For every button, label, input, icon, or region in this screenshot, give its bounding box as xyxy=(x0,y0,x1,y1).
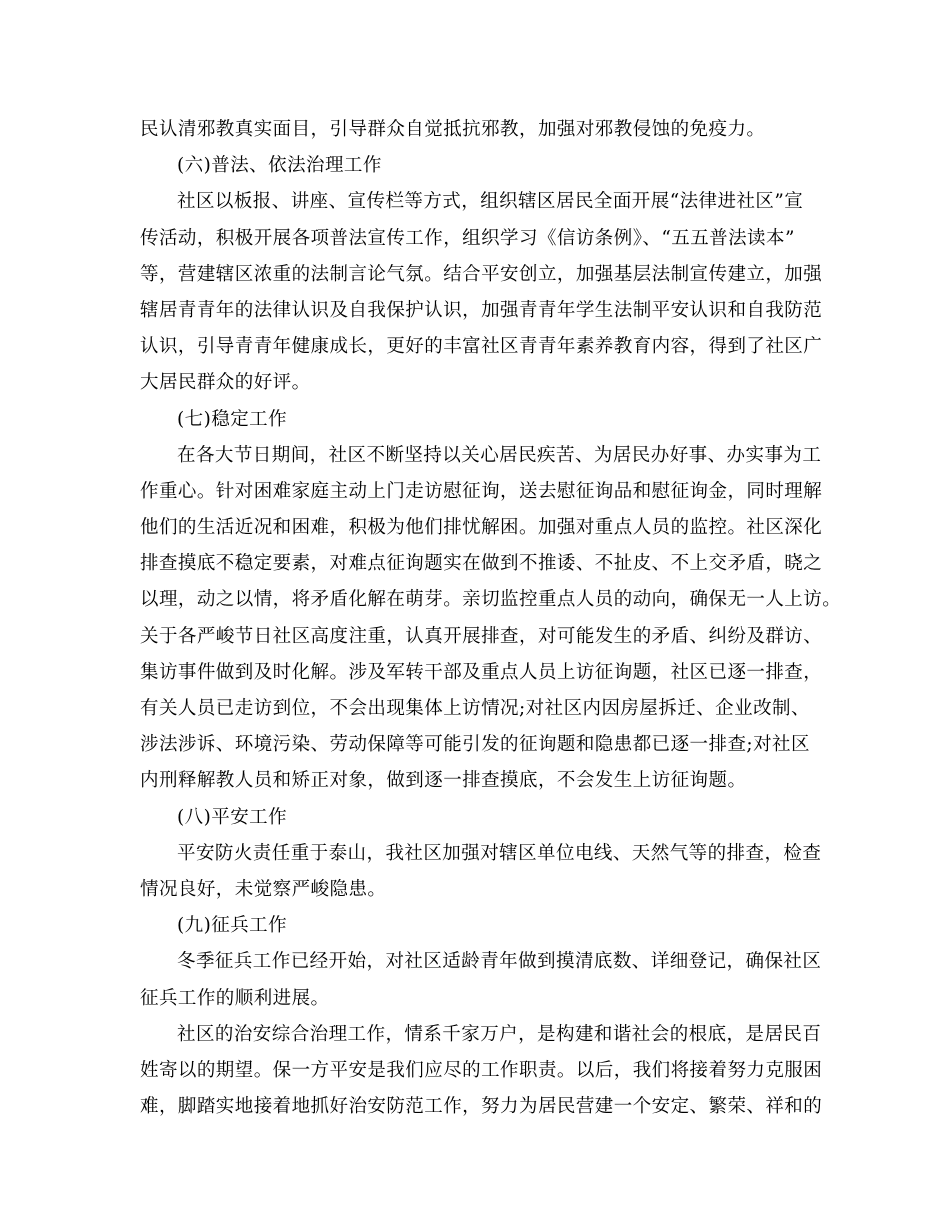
text-line: 排查摸底不稳定要素，对难点征询题实在做到不推诿、不扯皮、不上交矛盾，晓之 xyxy=(140,553,823,575)
section-heading: (九)征兵工作 xyxy=(177,915,288,937)
text-line: 辖居青青年的法律认识及自我保护认识，加强青青年学生法制平安认识和自我防范 xyxy=(140,299,823,321)
text-line: 难，脚踏实地接着地抓好治安防范工作，努力为居民营建一个安定、繁荣、祥和的 xyxy=(140,1096,823,1118)
section-heading: (八)平安工作 xyxy=(177,806,288,828)
section-heading: (六)普法、依法治理工作 xyxy=(177,155,382,177)
text-line: 姓寄以的期望。保一方平安是我们应尽的工作职责。以后，我们将接着努力克服困 xyxy=(140,1059,823,1081)
text-line: 作重心。针对困难家庭主动上门走访慰征询，送去慰征询品和慰征询金，同时理解 xyxy=(140,480,823,502)
section-heading: (七)稳定工作 xyxy=(177,408,288,430)
text-line: 民认清邪教真实面目，引导群众自觉抵抗邪教，加强对邪教侵蚀的免疫力。 xyxy=(140,119,766,140)
text-line: 有关人员已走访到位，不会出现集体上访情况;对社区内因房屋拆迁、企业改制、 xyxy=(140,698,810,719)
text-line: 社区的治安综合治理工作，情系千家万户，是构建和谐社会的根底，是居民百 xyxy=(177,1023,822,1045)
text-line: 等，营建辖区浓重的法制言论气氛。结合平安创立，加强基层法制宣传建立，加强 xyxy=(140,263,823,285)
text-line: 大居民群众的好评。 xyxy=(140,372,311,394)
text-line: 认识，引导青青年健康成长，更好的丰富社区青青年素养教育内容，得到了社区广 xyxy=(140,336,823,358)
text-line: 平安防火责任重于泰山，我社区加强对辖区单位电线、天然气等的排查，检查 xyxy=(177,842,822,864)
text-line: 情况良好，未觉察严峻隐患。 xyxy=(140,878,387,900)
text-line: 传活动，积极开展各项普法宣传工作，组织学习《信访条例》、“五五普法读本” xyxy=(140,227,795,249)
text-line: 他们的生活近况和困难，积极为他们排忧解困。加强对重点人员的监控。社区深化 xyxy=(140,517,823,539)
text-line: 内刑释解教人员和矫正对象，做到逐一排查摸底，不会发生上访征询题。 xyxy=(140,770,747,792)
text-line: 以理，动之以情，将矛盾化解在萌芽。亲切监控重点人员的动向，确保无一人上访。 xyxy=(140,589,842,611)
text-line: 集访事件做到及时化解。涉及军转干部及重点人员上访征询题，社区已逐一排查， xyxy=(140,661,823,683)
text-line: 涉法涉诉、环境污染、劳动保障等可能引发的征询题和隐患都已逐一排查;对社区 xyxy=(140,734,810,756)
text-line: 冬季征兵工作已经开始，对社区适龄青年做到摸清底数、详细登记，确保社区 xyxy=(177,951,822,973)
text-line: 关于各严峻节日社区高度注重，认真开展排查，对可能发生的矛盾、纠纷及群访、 xyxy=(140,625,823,647)
text-line: 社区以板报、讲座、宣传栏等方式，组织辖区居民全面开展“法律进社区”宣 xyxy=(177,191,804,213)
text-line: 征兵工作的顺利进展。 xyxy=(140,987,330,1009)
text-line: 在各大节日期间，社区不断坚持以关心居民疾苦、为居民办好事、办实事为工 xyxy=(177,444,822,466)
document-page xyxy=(140,112,842,1125)
